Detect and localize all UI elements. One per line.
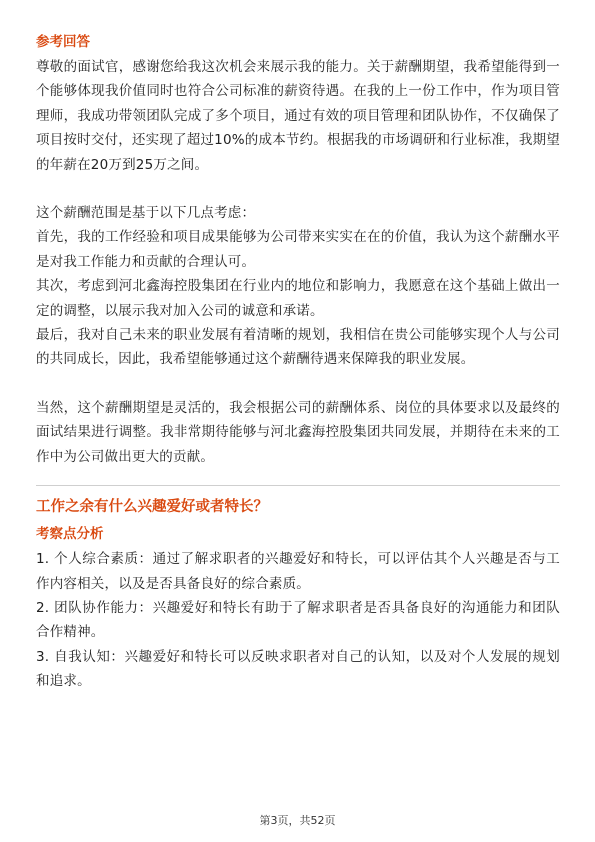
answer-paragraph-first: 首先，我的工作经验和项目成果能够为公司带来实实在在的价值，我认为这个薪酬水平是对我工作能力和贡献的合理认可。 — [36, 229, 560, 270]
answer-paragraph-last: 最后，我对自己未来的职业发展有着清晰的规划，我相信在贵公司能够实现个人与公司的共同成长，因此，我希望能够通过这个薪酬待遇来保障我的职业发展。 — [36, 327, 560, 368]
analysis-point: 3. 自我认知：兴趣爱好和特长可以反映求职者对自己的认知，以及对个人发展的规划和追求。 — [36, 648, 560, 690]
question-title: 工作之余有什么兴趣爱好或者特长？ — [36, 499, 268, 516]
analysis-heading: 考察点分析 — [36, 526, 104, 543]
analysis-point: 1. 个人综合素质：通过了解求职者的兴趣爱好和特长，可以评估其个人兴趣是否与工作内容相关，以及是否具备良好的综合素质。 — [36, 551, 560, 592]
answer-paragraph-intro: 尊敬的面试官，感谢您给我这次机会来展示我的能力。关于薪酬期望，我希望能得到一个能够体现我价值同时也符合公司标准的薪资待遇。在我的上一份工作中，作为项目管理师，我成功带领团队完成了多个项目，通过有效的项目管理和团队协作，不仅确保了项目按时交付，还实现了超过10%的成本节约。根据我的市场调研和行业标准，我期望的年薪在20万到25万之间。 — [36, 59, 560, 173]
section-divider — [36, 485, 560, 486]
paragraph-gap — [36, 177, 560, 201]
answer-paragraph-second: 其次，考虑到河北鑫海控股集团在行业内的地位和影响力，我愿意在这个基础上做出一定的调整，以展示我对加入公司的诚意和承诺。 — [36, 278, 560, 319]
paragraph-gap — [36, 372, 560, 396]
document-page — [36, 32, 560, 694]
reference-answer-heading: 参考回答 — [36, 34, 90, 50]
answer-paragraph-basis: 这个薪酬范围是基于以下几点考虑： — [36, 205, 256, 222]
page-number: 第3页，共52页 — [259, 814, 336, 827]
answer-paragraph-closing: 当然，这个薪酬期望是灵活的，我会根据公司的薪酬体系、岗位的具体要求以及最终的面试结果进行调整。我非常期待能够与河北鑫海控股集团共同发展，并期待在未来的工作中为公司做出更大的贡献。 — [36, 399, 560, 465]
analysis-point: 2. 团队协作能力：兴趣爱好和特长有助于了解求职者是否具备良好的沟通能力和团队合作精神。 — [36, 599, 560, 641]
